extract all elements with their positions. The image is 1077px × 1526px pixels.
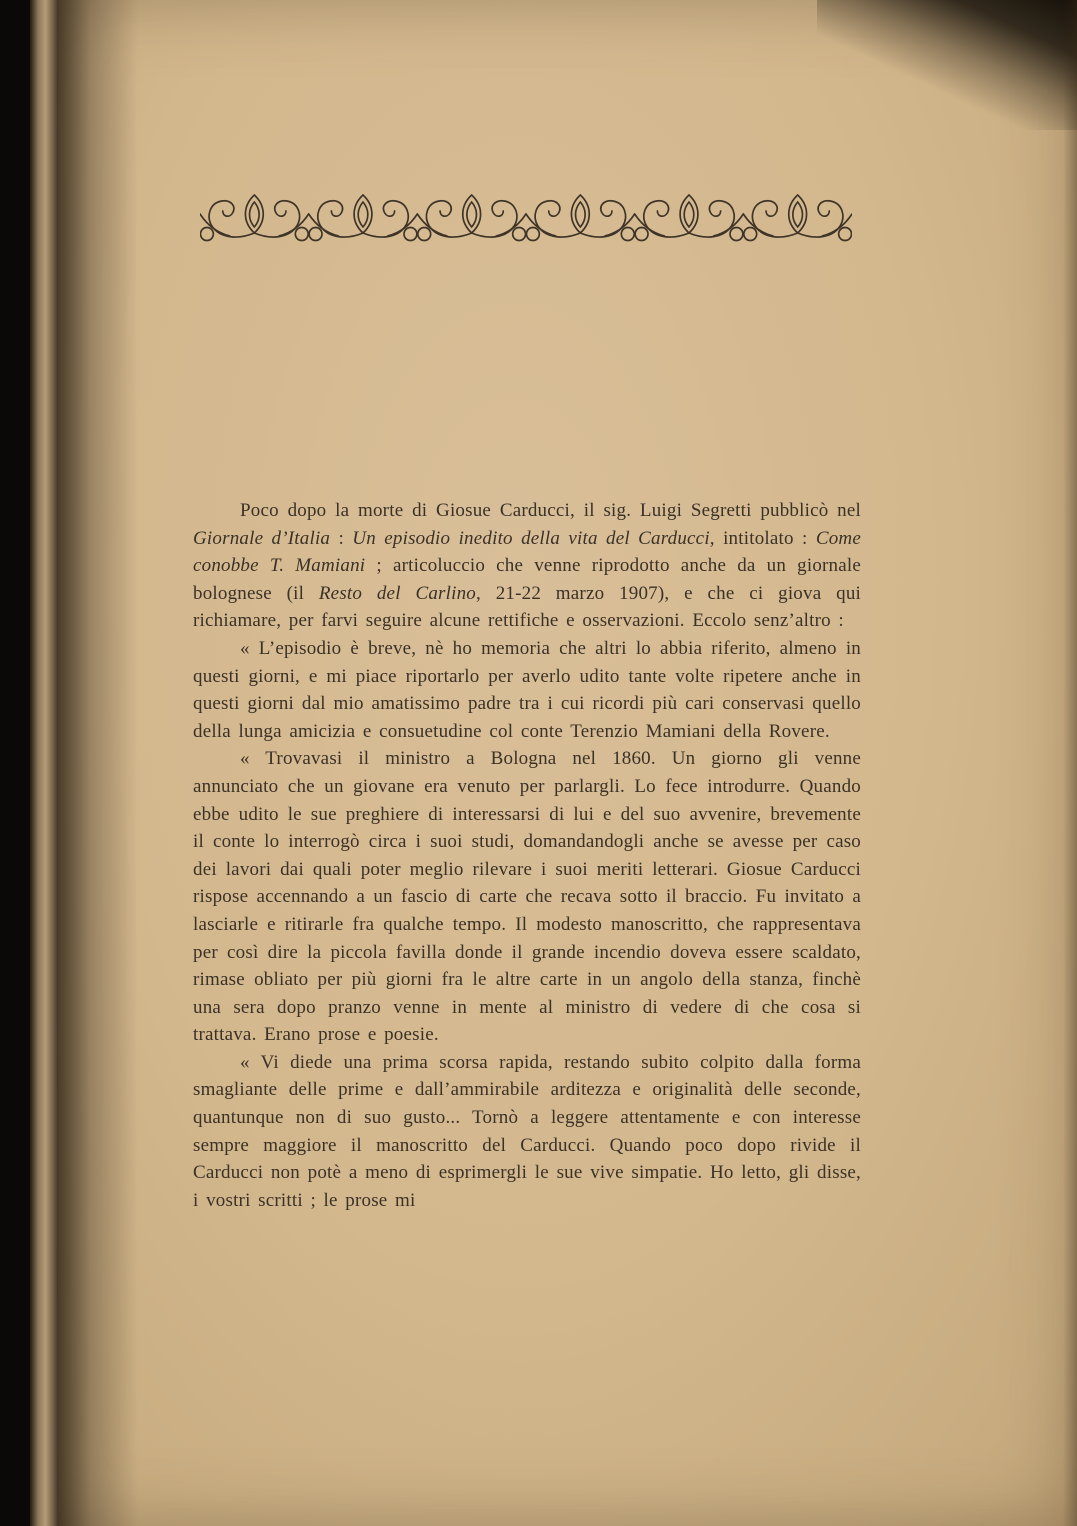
right-edge-shade: [1063, 0, 1077, 1526]
text-segment: , 21-22 marzo 1907), e che ci giova qui richiamare, per farvi seguire alcune rettifiche e osservazioni. Eccolo senz’altro :: [193, 582, 861, 632]
paragraph: [193, 745, 861, 1049]
text-segment: « Vi diede una prima scorsa rapida, restando subito colpito dalla forma smagliante delle prime e dall’ammirabile arditezza e originalità delle seconde, quantunque non di suo gusto... Tornò a leggere attentamente e con interesse sempre maggiore il manoscritto del Carducci. Quando poco dopo rivide il Carducci non potè a meno di esprimergli le sue vive simpatie. Ho letto, gli disse, i vostri scritti ; le prose mi: [193, 1051, 861, 1211]
scan-left-black-edge: [0, 0, 30, 1526]
italic-text-segment: Un episodio inedito della vita del Carducci: [352, 527, 710, 549]
top-right-corner-shadow: [817, 0, 1077, 130]
italic-text-segment: Giornale d’Italia: [193, 527, 331, 549]
text-segment: « Trovavasi il ministro a Bologna nel 1860. Un giorno gli venne annunciato che un giovane era venuto per parlargli. Lo fece introdurre. Quando ebbe udito le sue preghiere di interessarsi di lui e del suo avvenire, brevemente il conte lo interrogò circa i suoi studi, domandandogli anche se avesse per caso dei lavori dai quali poter meglio rilevare i suoi meriti letterari. Giosue Carducci rispose accennando a un fascio di carte che recava sotto il braccio. Fu invitato a lasciarle e ritirarle fra qualche tempo. Il modesto manoscritto, che rappresentava per così dire la piccola favilla donde il grande incendio doveva essere scaldato, rimase obliato per più giorni fra le altre carte in un angolo della stanza, finchè una sera dopo pranzo venne in mente al ministro di vedere di che cosa si trattava. Erano prose e poesie.: [193, 748, 861, 1046]
text-segment: « L’episodio è breve, nè ho memoria che altri lo abbia riferito, almeno in questi giorni, e mi piace riportarlo per averlo udito tante volte ripetere anche in questi giorni dal mio amatissimo padre tra i cui ricordi più cari conservasi quello della lunga amicizia e consuetudine col conte Terenzio Mamiani della Rovere.: [193, 637, 861, 742]
paragraph: [193, 497, 861, 635]
book-page: [58, 0, 1077, 1526]
text-segment: , intitolato :: [709, 527, 816, 549]
italic-text-segment: Come conobbe T. Mamiani: [193, 527, 861, 577]
previous-page-edge: [30, 0, 58, 1526]
text-block: [193, 497, 861, 1214]
text-segment: :: [330, 527, 353, 549]
gutter-shadow: [58, 0, 138, 1526]
floral-frieze-ornament: [200, 188, 852, 248]
paragraph: [193, 635, 861, 745]
text-segment: Poco dopo la morte di Giosue Carducci, il sig. Luigi Segretti pubblicò nel: [240, 500, 861, 521]
paragraph: [193, 1049, 861, 1215]
text-segment: ; articoluccio che venne riprodotto anche da un giornale bolognese (il: [193, 555, 861, 604]
italic-text-segment: Resto del Carlino: [318, 582, 476, 604]
